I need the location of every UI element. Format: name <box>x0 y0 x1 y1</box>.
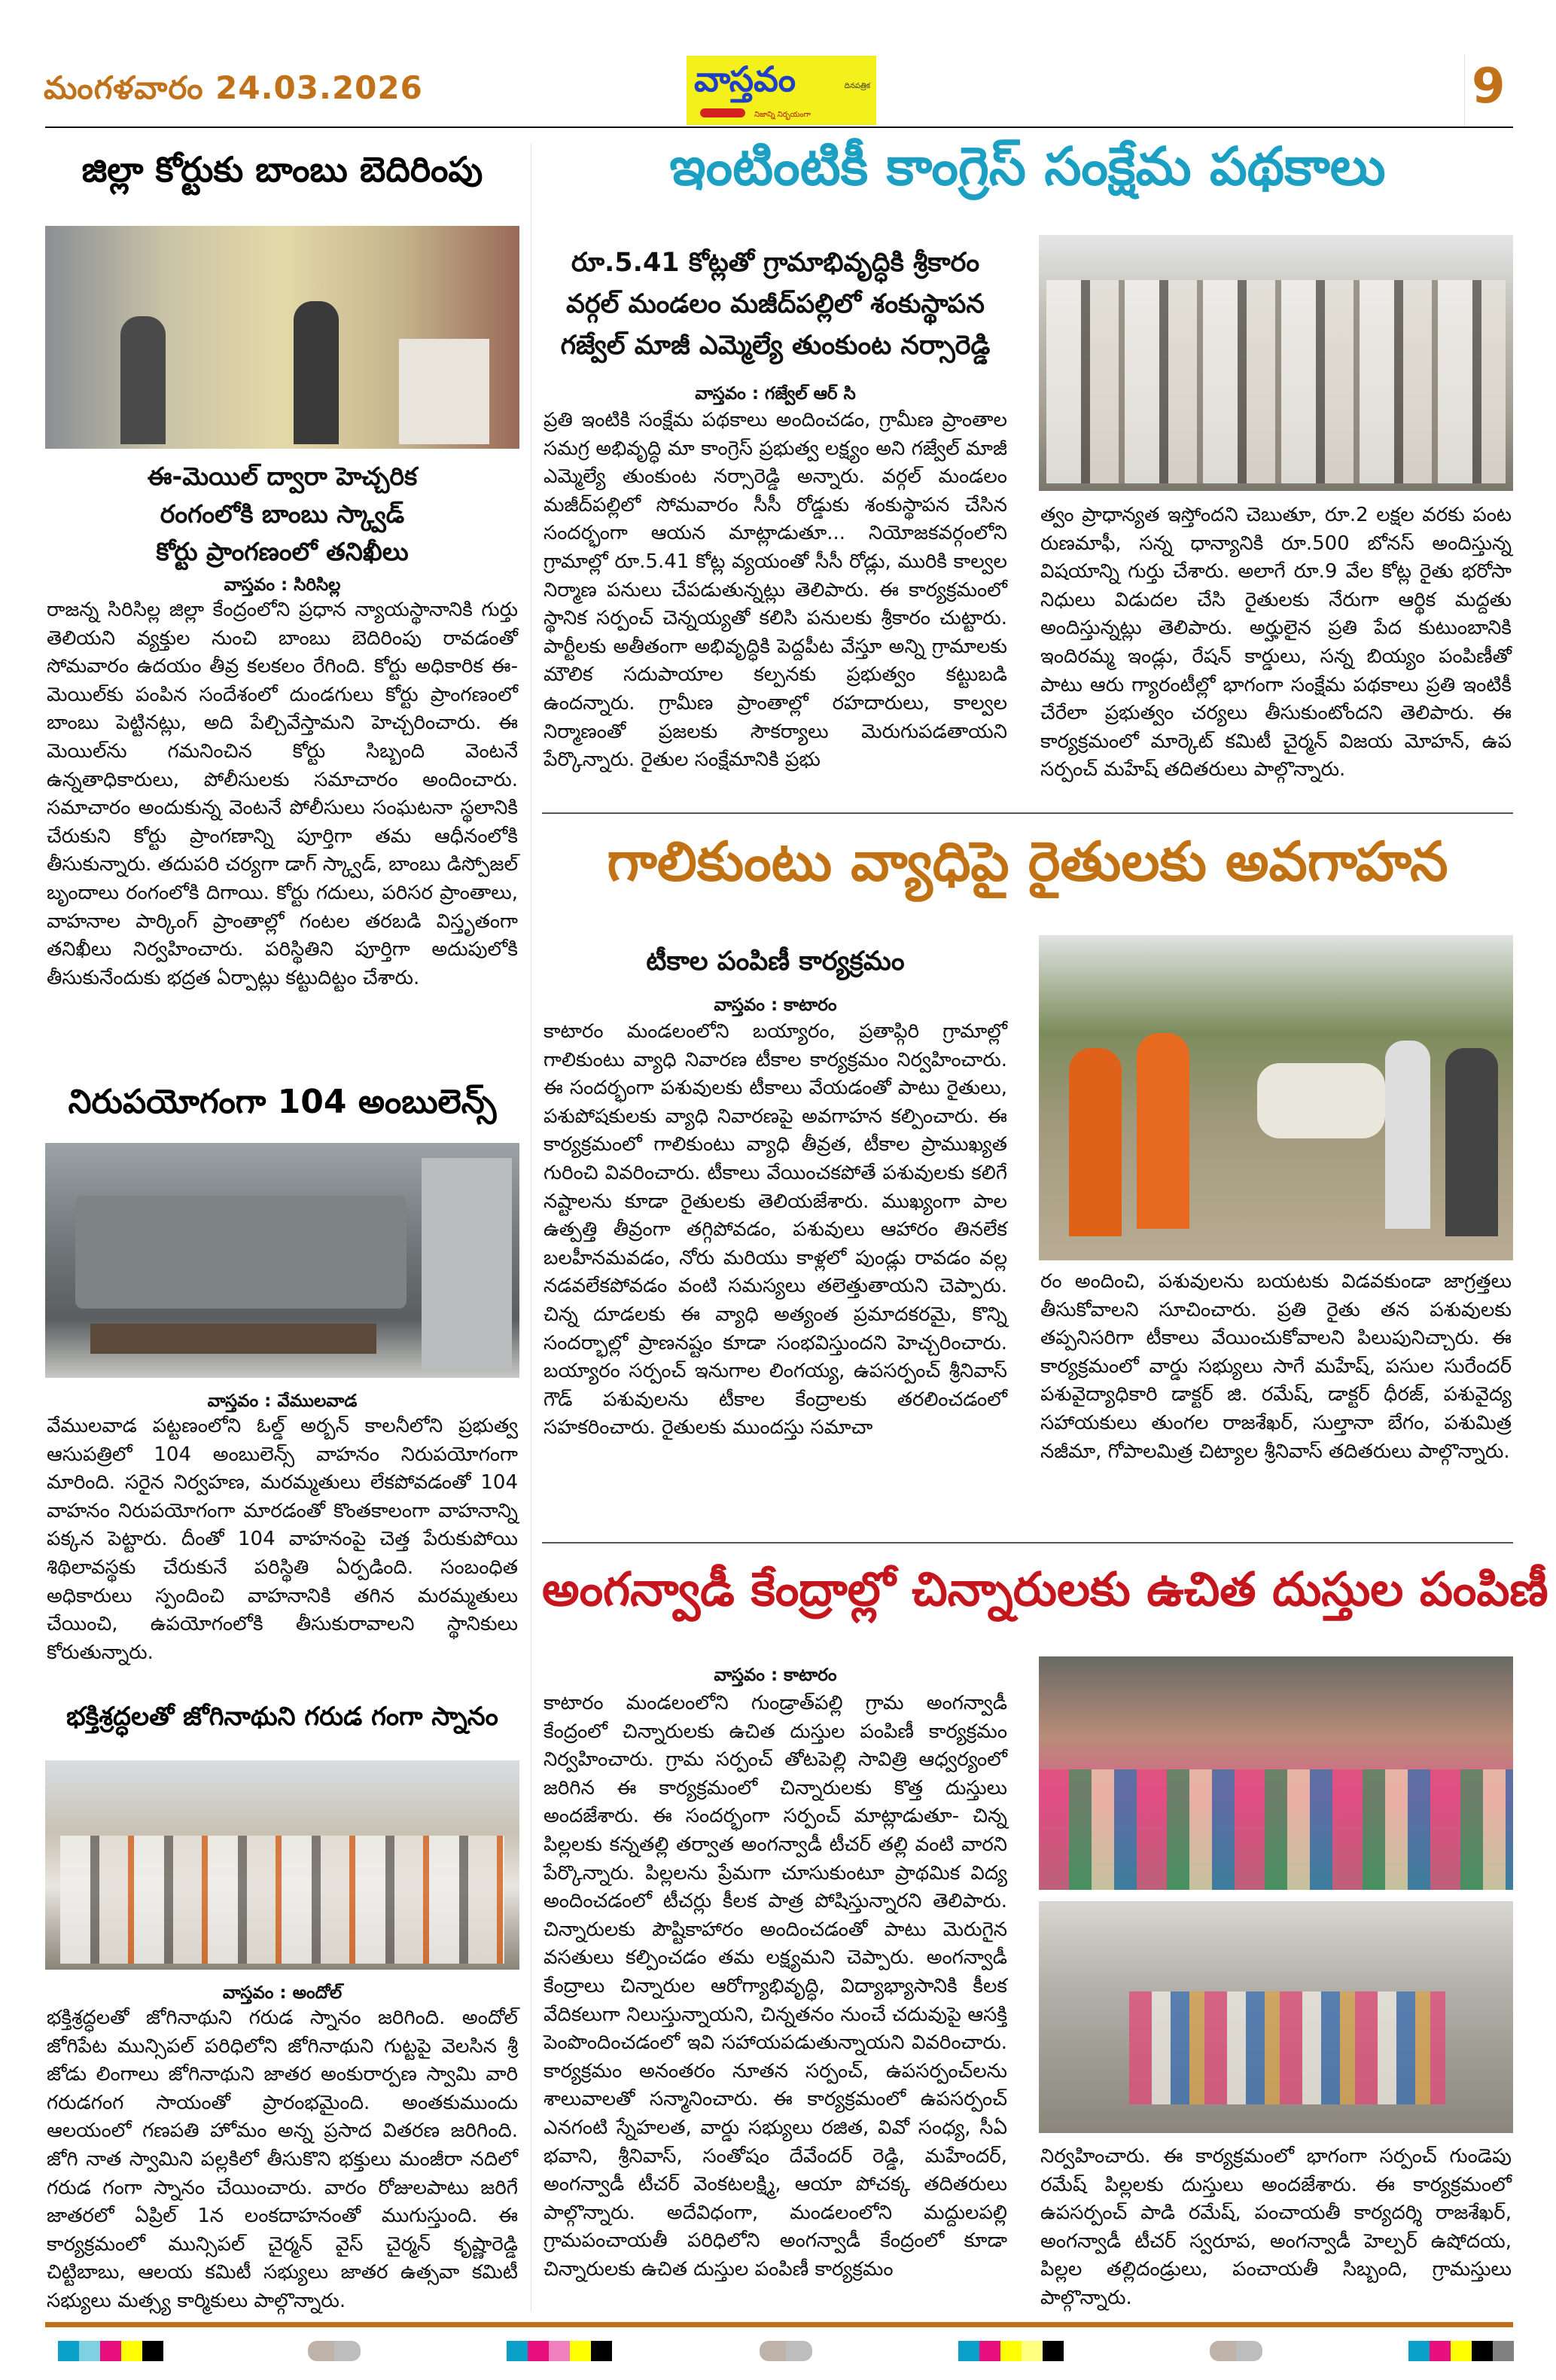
section-rule <box>542 812 1513 814</box>
court-bomb-subhead-2: రంగంలోకి బాంబు స్క్వాడ్ <box>160 499 405 529</box>
foot-mouth-headline: గాలికుంటు వ్యాధిపై రైతులకు అవగాహన <box>607 830 1448 893</box>
anganwadi-headline: అంగన్వాడీ కేంద్రాల్లో చిన్నారులకు ఉచిత దుస్తుల పంపిణీ <box>542 1562 1548 1617</box>
anganwadi-body-part2: నిర్వహించారు. ఈ కార్యక్రమంలో భాగంగా సర్పంచ్ గుండెపు రమేష్ పిల్లలకు దుస్తులు అందజేశారు. ఈ కార్యక్రమంలో ఉపసర్పంచ్ పాడి రమేష్, పంచాయతీ కార్యదర్శి రాజశేఖర్, అంగన్వాడీ టీచర్ స్వరూప, అంగన్వాడీ హెల్పర్ ఉషోదయ, పిల్లల తల్లిదండ్రులు, పంచాయతీ సిబ్బంది, గ్రామస్తులు పాల్గొన్నారు. <box>1040 2145 1512 2309</box>
ambulance-headline: నిరుపయోగంగా 104 అంబులెన్స్ <box>68 1083 497 1121</box>
garuda-headline: భక్తిశ్రద్ధలతో జోగినాథుని గరుడ గంగా స్నానం <box>66 1702 498 1732</box>
section-rule <box>542 1542 1513 1543</box>
garuda-procession-photo <box>45 1760 519 1970</box>
newspaper-logo <box>687 56 876 125</box>
header-rule <box>45 126 1513 128</box>
page-number: 9 <box>1472 59 1506 114</box>
congress-subhead-1: రూ.5.41 కోట్లతో గ్రామాభివృద్ధికి శ్రీకారం <box>571 248 980 278</box>
cattle-vaccination-photo <box>1039 935 1513 1260</box>
congress-subhead-3: గజ్వేల్ మాజీ ఎమ్మెల్యే తుంకుంట నర్సారెడ్డి <box>560 331 991 361</box>
issue-date: మంగళవారం 24.03.2026 <box>44 69 423 106</box>
header-divider <box>1464 54 1465 126</box>
anganwadi-dateline: వాస్తవం : కాటారం <box>714 1665 837 1685</box>
color-registration-bar <box>507 2341 612 2361</box>
logo-text: వాస్తవం <box>694 59 796 99</box>
ambulance-body: వేములవాడ పట్టణంలోని ఓల్డ్ అర్బన్ కాలనీలోని ప్రభుత్వ ఆసుపత్రిలో 104 అంబులెన్స్ వాహనం నిరుపయోగంగా మారింది. సరైన నిర్వహణ, మరమ్మతులు లేకపోవడంతో 104 వాహనం నిరుపయోగంగా మారడంతో కొంతకాలంగా వాహనాన్ని పక్కన పెట్టారు. దీంతో 104 వాహనంపై చెత్త పేరుకుపోయి శిథిలావస్థకు చేరుకునే పరిస్థితి ఏర్పడింది. సంబంధిత అధికారులు స్పందించి వాహనానికి తగిన మరమ్మతులు చేయించి, ఉపయోగంలోకి తీసుకురావాలని స్థానికులు కోరుతున్నారు. <box>47 1415 518 1664</box>
garuda-body: భక్తిశ్రద్ధలతో జోగినాథుని గరుడ స్నానం జరిగింది. అందోల్ జోగిపేట మున్సిపల్ పరిధిలోని జోగినాథుని గుట్టపై వెలసిన శ్రీ జోడు లింగాలు జోగినాథుని జాతర అంకురార్పణ స్వామి వారి గరుడగంగ సాయంతో ప్రారంభమైంది. అంతకుముందు ఆలయంలో గణపతి హోమం అన్న ప్రసాద వితరణ జరిగింది. జోగి నాత స్వామిని పల్లకిలో తీసుకొని భక్తులు మంజీరా నదిలో గరుడ గంగా స్నానం చేయించారు. వారం రోజులపాటు జరిగే జాతరలో ఏప్రిల్ 1న లంకదాహనంతో ముగుస్తుంది. ఈ కార్యక్రమంలో మున్సిపల్ చైర్మన్ వైస్ చైర్మన్ కృష్ణారెడ్డి చిట్టిబాబు, ఆలయ కమిటీ సభ్యులు జాతర ఉత్సవా కమిటీ సభ్యులు మత్స్య కార్మికులు పాల్గొన్నారు. <box>47 2007 518 2312</box>
pen-icon <box>700 108 745 117</box>
anganwadi-clothes-photo-1 <box>1039 1656 1513 1890</box>
registration-mark <box>760 2341 812 2361</box>
color-registration-bar <box>1408 2341 1514 2361</box>
registration-mark <box>308 2341 361 2361</box>
congress-body-part1: ప్రతి ఇంటికి సంక్షేమ పథకాలు అందించడం, గ్రామీణ ప్రాంతాల సమగ్ర అభివృద్ధి మా కాంగ్రెస్ ప్రభుత్వ లక్ష్యం అని గజ్వేల్ మాజీ ఎమ్మెల్యే తుంకుంట నర్సారెడ్డి అన్నారు. వర్గల్ మండలం మజీద్‌పల్లిలో సోమవారం సీసీ రోడ్డుకు శంకుస్థాపన చేసిన సందర్భంగా ఆయన మాట్లాడుతూ... నియోజకవర్గంలోని గ్రామాల్లో రూ.5.41 కోట్ల వ్యయంతో సీసీ రోడ్లు, మురికి కాల్వల నిర్మాణ పనులు చేపడుతున్నట్లు తెలిపారు. ఈ కార్యక్రమంలో స్థానిక సర్పంచ్ చెన్నయ్యతో కలిసి పనులకు శ్రీకారం చుట్టారు. పార్టీలకు అతీతంగా అభివృద్ధికి పెద్దపీట వేస్తూ అన్ని గ్రామాలకు మౌలిక సదుపాయాల కల్పనకు ప్రభుత్వం కట్టుబడి ఉందన్నారు. గ్రామీణ ప్రాంతాల్లో రహదారులు, కాల్వల నిర్మాణంతో ప్రజలకు సౌకర్యాలు మెరుగుపడతాయని పేర్కొన్నారు. రైతుల సంక్షేమానికి ప్రభు <box>544 409 1007 772</box>
logo-tag: దినపత్రిక <box>844 82 870 90</box>
congress-foundation-photo <box>1039 235 1513 491</box>
ambulance-dateline: వాస్తవం : వేములవాడ <box>207 1391 358 1411</box>
court-bomb-subhead-1: ఈ-మెయిల్ ద్వారా హెచ్చరిక <box>147 462 418 491</box>
congress-body-part2: త్వం ప్రాధాన్యత ఇస్తోందని చెబుతూ, రూ.2 లక్షల వరకు పంట రుణమాఫీ, సన్న ధాన్యానికి రూ.500 బోనస్ అందిస్తున్న విషయాన్ని గుర్తు చేశారు. అలాగే రూ.9 వేల కోట్ల రైతు భరోసా నిధులు విడుదల చేసి రైతులకు నేరుగా ఆర్థిక మద్దతు అందిస్తున్నట్లు తెలిపారు. అర్హులైన ప్రతి పేద కుటుంబానికి ఇందిరమ్మ ఇండ్లు, రేషన్ కార్డులు, సన్న బియ్యం పంపిణీతో పాటు ఆరు గ్యారంటీల్లో భాగంగా సంక్షేమ పథకాలు ప్రతి ఇంటికీ చేరేలా ప్రభుత్వం చర్యలు తీసుకుంటోందని తెలిపారు. ఈ కార్యక్రమంలో మార్కెట్ కమిటీ చైర్మన్ విజయ మోహన్, ఉప సర్పంచ్ మహేష్ తదితరులు పాల్గొన్నారు. <box>1040 504 1512 782</box>
color-registration-bar <box>58 2341 163 2361</box>
garuda-dateline: వాస్తవం : అందోల్ <box>222 1983 343 2003</box>
foot-mouth-subhead: టీకాల పంపిణీ కార్యక్రమం <box>646 946 905 977</box>
anganwadi-clothes-photo-2 <box>1039 1901 1513 2133</box>
congress-dateline: వాస్తవం : గజ్వేల్ ఆర్ సి <box>695 384 856 404</box>
foot-mouth-body-part1: కాటారం మండలంలోని బయ్యారం, ప్రతాప్గిరి గ్రామాల్లో గాలికుంటు వ్యాధి నివారణ టీకాల కార్యక్రమం నిర్వహించారు. ఈ సందర్భంగా పశువులకు టీకాలు వేయడంతో పాటు రైతులు, పశుపోషకులకు వ్యాధి నివారణపై అవగాహన కల్పించారు. ఈ కార్యక్రమంలో గాలికుంటు వ్యాధి తీవ్రత, టీకాల ప్రాముఖ్యత గురించి వివరించారు. టీకాలు వేయించకపోతే పశువులకు కలిగే నష్టాలను కూడా రైతులకు తెలియజేశారు. ముఖ్యంగా పాల ఉత్పత్తి తీవ్రంగా తగ్గిపోవడం, పశువులు ఆహారం తినలేక బలహీనమవడం, నోరు మరియు కాళ్లలో పుండ్లు రావడం వల్ల నడవలేకపోవడం వంటి సమస్యలు తలెత్తుతాయని చెప్పారు. చిన్న దూడలకు ఈ వ్యాధి అత్యంత ప్రమాదకరమై, కొన్ని సందర్భాల్లో ప్రాణనష్టం కూడా సంభవిస్తుందని హెచ్చరించారు. బయ్యారం సర్పంచ్ ఇనుగాల లింగయ్య, ఉపసర్పంచ్ శ్రీనివాస్ గౌడ్ పశువులను టీకాల కేంద్రాలకు తరలించడంలో సహకరించారు. రైతులకు ముందస్తు సమాచా <box>544 1020 1007 1440</box>
registration-mark <box>1210 2341 1262 2361</box>
foot-mouth-body-part2: రం అందించి, పశువులను బయటకు విడవకుండా జాగ్రత్తలు తీసుకోవాలని సూచించారు. ప్రతి రైతు తన పశువులకు తప్పనిసరిగా టీకాలు వేయించుకోవాలని పిలుపునిచ్చారు. ఈ కార్యక్రమంలో వార్డు సభ్యులు సాగే మహేష్, పసుల సురేందర్ పశువైద్యాధికారి డాక్టర్ జి. రమేష్, డాక్టర్ ధీరజ్, పశువైద్య సహాయకులు తుంగల రాజశేఖర్, సుల్తానా బేగం, పశుమిత్ర నజీమా, గోపాలమిత్ర చిట్యాల శ్రీనివాస్ తదితరులు పాల్గొన్నారు. <box>1040 1270 1512 1463</box>
court-bomb-body: రాజన్న సిరిసిల్ల జిల్లా కేంద్రంలోని ప్రధాన న్యాయస్థానానికి గుర్తు తెలియని వ్యక్తుల నుంచి బాంబు బెదిరింపు రావడంతో సోమవారం ఉదయం తీవ్ర కలకలం రేగింది. కోర్టు అధికారిక ఈ-మెయిల్‌కు పంపిన సందేశంలో దుండగులు కోర్టు ప్రాంగణంలో బాంబు పెట్టినట్లు, అది పేల్చివేస్తామని హెచ్చరించారు. ఈ మెయిల్‌ను గమనించిన కోర్టు సిబ్బంది వెంటనే ఉన్నతాధికారులు, పోలీసులకు సమాచారం అందించారు. సమాచారం అందుకున్న వెంటనే పోలీసులు సంఘటనా స్థలానికి చేరుకుని కోర్టు ప్రాంగణాన్ని పూర్తిగా తమ ఆధీనంలోకి తీసుకున్నారు. తదుపరి చర్యగా డాగ్ స్క్వాడ్, బాంబు డిస్పోజల్ బృందాలు రంగంలోకి దిగాయి. కోర్టు గదులు, పరిసర ప్రాంతాలు, వాహనాల పార్కింగ్ ప్రాంతాల్లో గంటల తరబడి విస్తృతంగా తనిఖీలు నిర్వహించారు. పరిస్థితిని పూర్తిగా అదుపులోకి తీసుకునేందుకు భద్రత ఏర్పాట్లు కట్టుదిట్టం చేశారు. <box>47 599 518 989</box>
congress-subhead-2: వర్గల్ మండలం మజీద్‌పల్లిలో శంకుస్థాపన <box>566 289 985 319</box>
court-bomb-headline: జిల్లా కోర్టుకు బాంబు బెదిరింపు <box>81 149 483 190</box>
congress-headline: ఇంటింటికీ కాంగ్రెస్ సంక్షేమ పథకాలు <box>669 136 1386 197</box>
logo-slogan: నిజాన్ని నిర్భయంగా <box>754 111 811 119</box>
footer-rule <box>45 2322 1513 2327</box>
court-bomb-subhead-3: కోర్టు ప్రాంగణంలో తనిఖీలు <box>156 537 409 566</box>
ambulance-photo <box>45 1143 519 1378</box>
color-registration-bar <box>958 2341 1064 2361</box>
court-office-photo <box>45 226 519 449</box>
court-bomb-dateline: వాస్తవం : సిరిసిల్ల <box>224 575 341 595</box>
foot-mouth-dateline: వాస్తవం : కాటారం <box>714 995 837 1015</box>
anganwadi-body-part1: కాటారం మండలంలోని గుండ్రాత్‌పల్లి గ్రామ అంగన్వాడీ కేంద్రంలో చిన్నారులకు ఉచిత దుస్తుల పంపిణీ కార్యక్రమం నిర్వహించారు. గ్రామ సర్పంచ్ తోటపెల్లి సావిత్రి ఆధ్వర్యంలో జరిగిన ఈ కార్యక్రమంలో చిన్నారులకు కొత్త దుస్తులు అందజేశారు. ఈ సందర్భంగా సర్పంచ్ మాట్లాడుతూ- చిన్న పిల్లలకు కన్నతల్లి తర్వాత అంగన్వాడీ టీచర్ తల్లి వంటి వారని పేర్కొన్నారు. పిల్లలను ప్రేమగా చూసుకుంటూ ప్రాథమిక విద్య అందించడంలో టీచర్లు కీలక పాత్ర పోషిస్తున్నారని తెలిపారు. చిన్నారులకు పౌష్టికాహారం అందించడంతో పాటు మెరుగైన వసతులు కల్పించడం తమ లక్ష్యమని చెప్పారు. అంగన్వాడీ కేంద్రాలు చిన్నారుల ఆరోగ్యాభివృద్ధి, విద్యాభ్యాసానికి కీలక వేదికలుగా నిలుస్తున్నాయని, చిన్నతనం నుంచే చదువుపై ఆసక్తి పెంపొందించడంలో ఇవి సహాయపడుతున్నాయని వివరించారు. కార్యక్రమం అనంతరం నూతన సర్పంచ్, ఉపసర్పంచ్‌లను శాలువాలతో సన్మానించారు. ఈ కార్యక్రమంలో ఉపసర్పంచ్ ఎనగంటి స్నేహలత, వార్డు సభ్యులు రజిత, వివో సంధ్య, సీఏ భవాని, శ్రీనివాస్, సంతోషం దేవేందర్ రెడ్డి, మహేందర్, అంగన్వాడీ టీచర్ వెంకటలక్ష్మి, ఆయా పోచక్క తదితరులు పాల్గొన్నారు. అదేవిధంగా, మండలంలోని మద్దులపల్లి గ్రామపంచాయతీ పరిధిలోని అంగన్వాడీ కేంద్రంలో కూడా చిన్నారులకు ఉచిత దుస్తుల పంపిణీ కార్యక్రమం <box>544 1692 1007 2281</box>
